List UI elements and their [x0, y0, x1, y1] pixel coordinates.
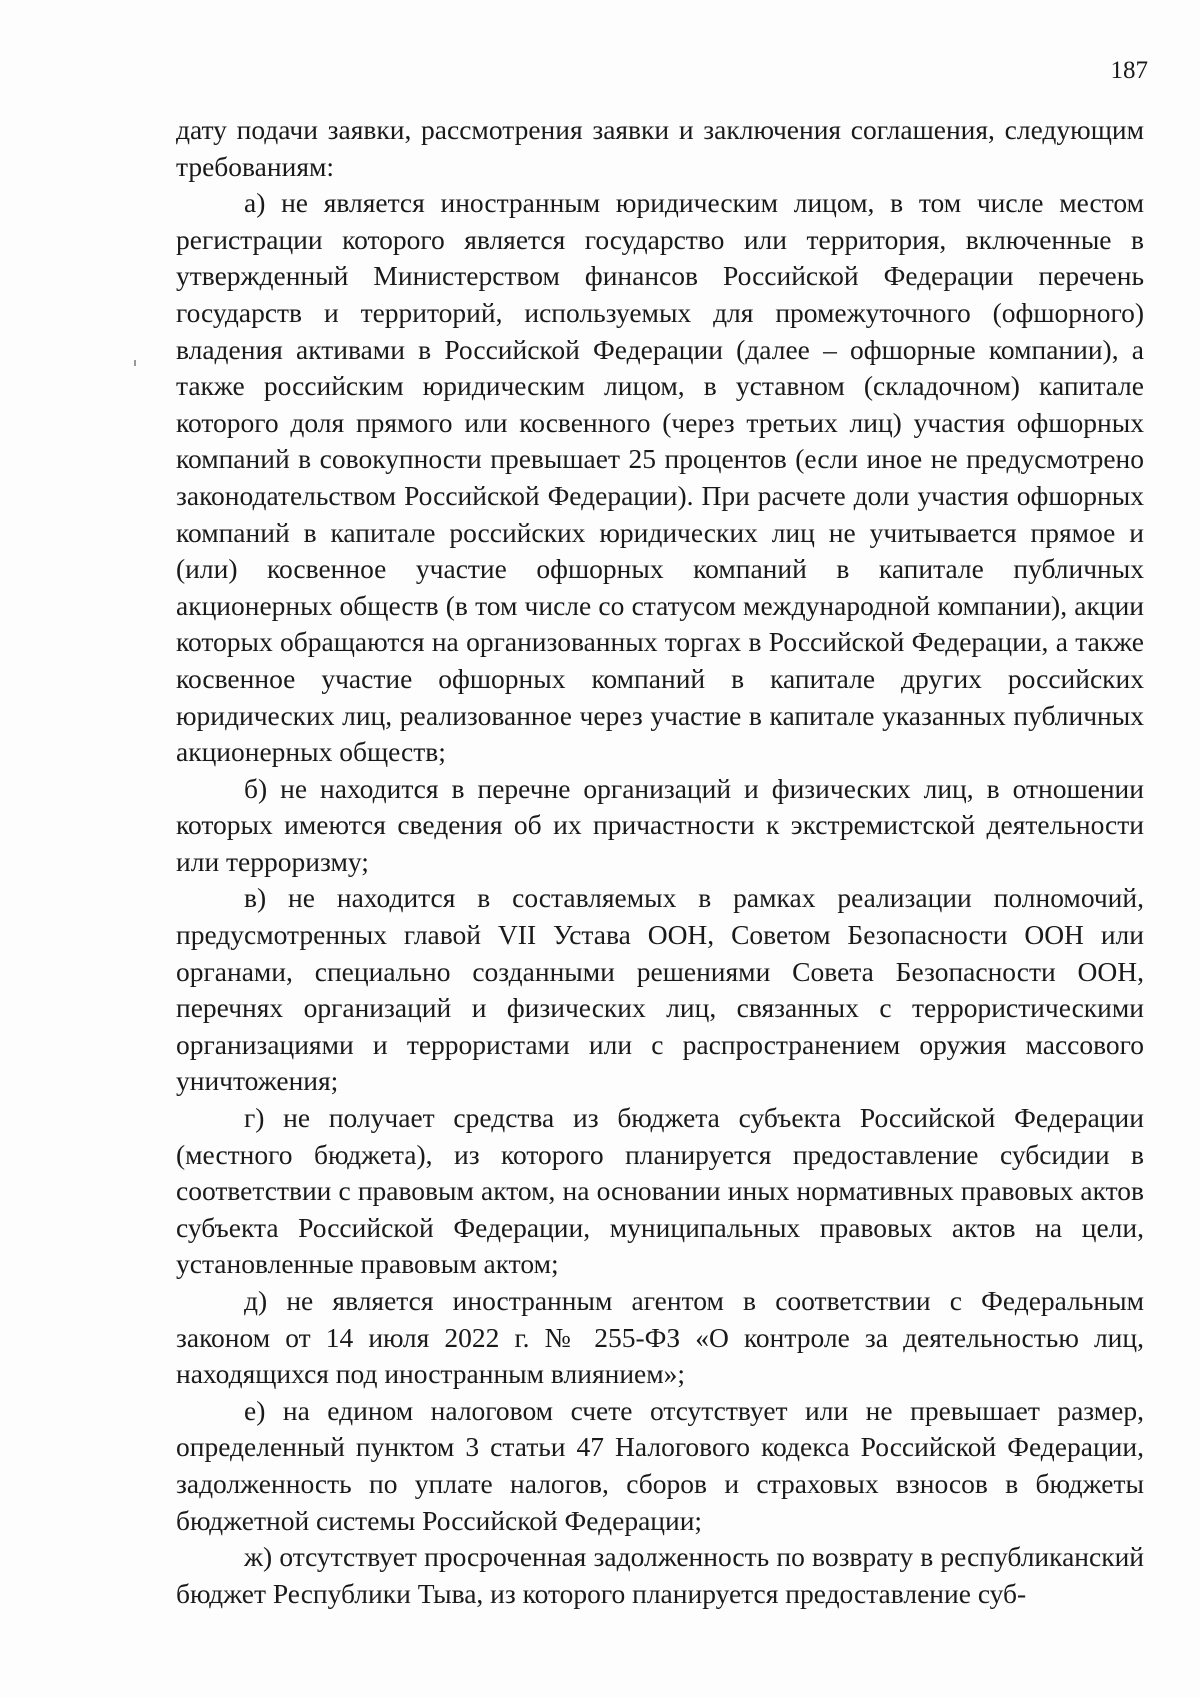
paragraph-item-g: г) не получает средства из бюджета субъекта Российской Федерации (местного бюджета), из которого планируется предоставление субсидии в соответствии с правовым актом, на основании иных нормативных правовых актов субъекта Российской Федерации, муниципальных правовых актов на цели, установленные правовым актом; [176, 1102, 1144, 1280]
paragraph-item-zh: ж) отсутствует просроченная задолженность по возврату в республиканский бюджет Республики Тыва, из которого планируется предоставление суб- [176, 1541, 1144, 1609]
paragraph-item-b: б) не находится в перечне организаций и физических лиц, в отношении которых имеются сведения об их причастности к экстремистской деятельности или терроризму; [176, 772, 1144, 877]
paragraph-item-v: в) не находится в составляемых в рамках реализации полномочий, предусмотренных главой VII Устава ООН, Советом Безопасности ООН или органами, специально созданными решениями Совета Безопасности ООН, перечнях организаций и физических лиц, связанных с террористическими организациями и террористами или с распространением оружия массового уничтожения; [176, 882, 1144, 1097]
paragraph-continuation: дату подачи заявки, рассмотрения заявки и заключения соглашения, следующим требованиям: [176, 114, 1144, 182]
margin-mark [134, 360, 136, 366]
document-body [176, 112, 1144, 1612]
paragraph-item-d: д) не является иностранным агентом в соответствии с Федеральным законом от 14 июля 2022 г. № 255-ФЗ «О контроле за деятельностью лиц, находящихся под иностранным влиянием»; [176, 1285, 1144, 1390]
paragraph-item-e: е) на едином налоговом счете отсутствует или не превышает размер, определенный пунктом 3 статьи 47 Налогового кодекса Российской Федерации, задолженность по уплате налогов, сборов и страховых взносов в бюджеты бюджетной системы Российской Федерации; [176, 1394, 1144, 1536]
paragraph-item-a: а) не является иностранным юридическим лицом, в том числе местом регистрации которого является государство или территория, включенные в утвержденный Министерством финансов Российской Федерации перечень государств и территорий, используемых для промежуточного (офшорного) владения активами в Российской Федерации (далее – офшорные компании), а также российским юридическим лицом, в уставном (складочном) капитале которого доля прямого или косвенного (через третьих лиц) участия офшорных компаний в совокупности превышает 25 процентов (если иное не предусмотрено законодательством Российской Федерации). При расчете доли участия офшорных компаний в капитале российских юридических лиц не учитывается прямое и (или) косвенное участие офшорных компаний в капитале публичных акционерных обществ (в том числе со статусом международной компании), акции которых обращаются на организованных торгах в Российской Федерации, а также косвенное участие офшорных компаний в капитале других российских юридических лиц, реализованное через участие в капитале указанных публичных акционерных обществ; [176, 187, 1144, 768]
page-number: 187 [1110, 57, 1148, 84]
